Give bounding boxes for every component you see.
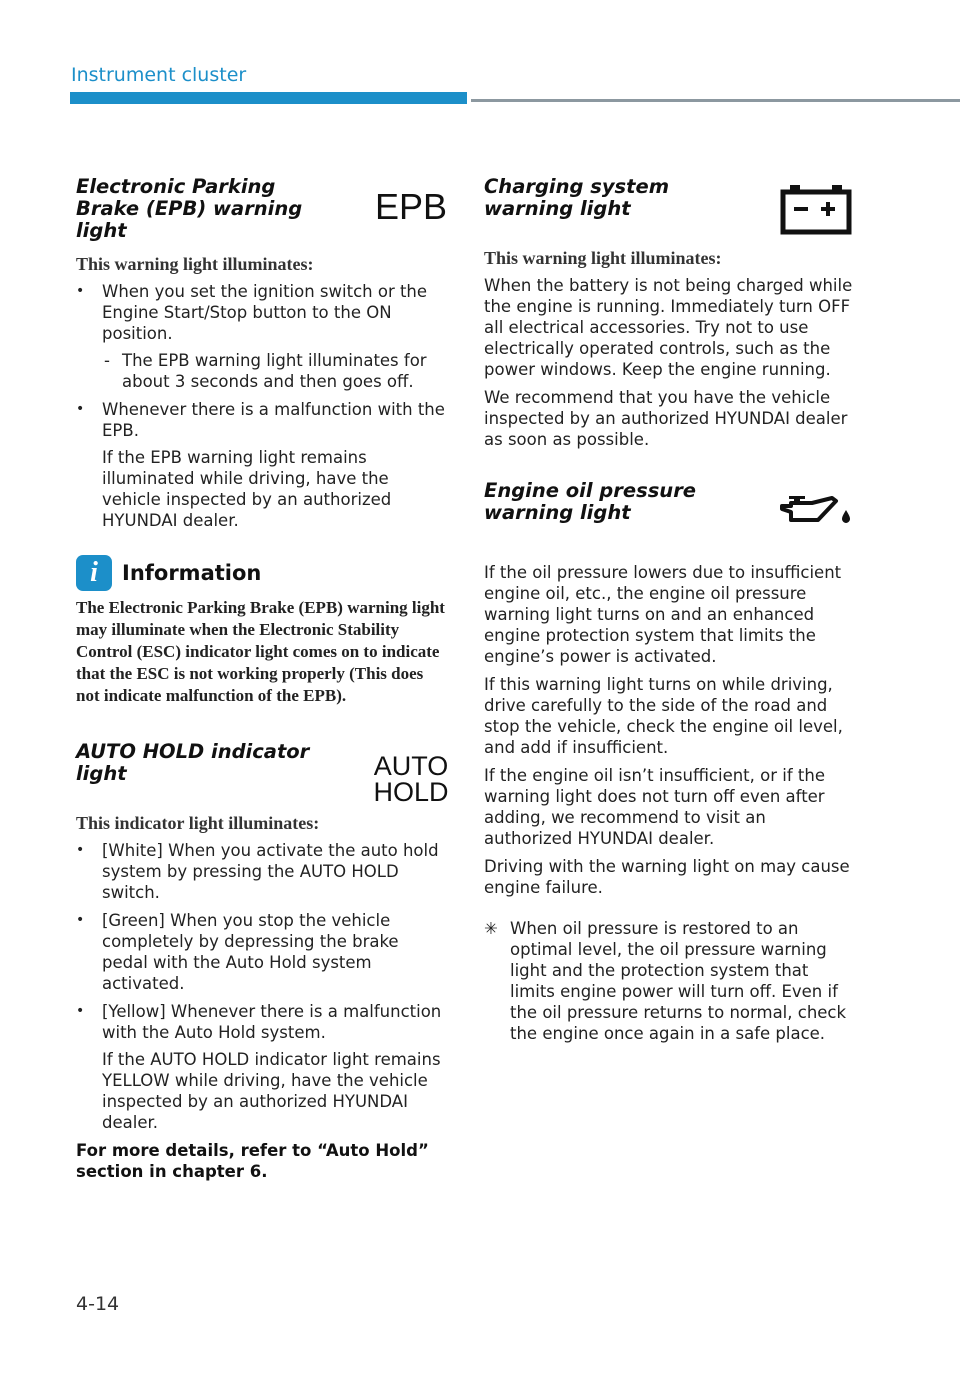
oil-paragraph-3: If the engine oil isn’t insufficient, or if the warning light does not turn off even after adding, we recommend to visit an authorized HYUNDAI dealer. bbox=[484, 766, 825, 848]
svg-text:EPB: EPB bbox=[374, 188, 448, 224]
svg-text:HOLD: HOLD bbox=[374, 777, 448, 803]
epb-warning-icon bbox=[374, 188, 448, 228]
battery-icon bbox=[780, 182, 854, 240]
information-title: Information bbox=[122, 561, 262, 585]
epb-section-heading bbox=[76, 176, 448, 242]
charging-section-heading bbox=[484, 176, 854, 236]
information-heading bbox=[76, 555, 448, 591]
epb-continuation: If the EPB warning light remains illuminated while driving, have the vehicle inspected by an authorized HYUNDAI dealer. bbox=[102, 448, 392, 530]
epb-bullet-list bbox=[76, 281, 448, 531]
autohold-lead: This indicator light illuminates: bbox=[76, 813, 320, 833]
epb-lead: This warning light illuminates: bbox=[76, 254, 314, 274]
oil-paragraph-4: Driving with the warning light on may cause engine failure. bbox=[484, 857, 850, 897]
header-rule bbox=[471, 99, 960, 102]
oil-title: Engine oil pressure warning light bbox=[484, 479, 697, 524]
list-item: • Whenever there is a malfunction with the EPB. If the EPB warning light remains illuminated while driving, have the vehicle inspected by an authorized HYUNDAI dealer. bbox=[76, 399, 448, 531]
charging-paragraph-1: When the battery is not being charged while the engine is running. Immediately turn OFF all electrical accessories. Try not to use electrically operated controls, such as the power windows. Keep the engine running. bbox=[484, 276, 853, 379]
left-column bbox=[76, 176, 448, 1182]
right-column bbox=[484, 176, 854, 1044]
section-header-title: Instrument cluster bbox=[71, 64, 247, 86]
list-item: • [Yellow] Whenever there is a malfunction with the Auto Hold system. If the AUTO HOLD indicator light remains YELLOW while driving, have the vehicle inspected by an authorized HYUNDAI dealer. bbox=[76, 1001, 448, 1133]
information-text: The Electronic Parking Brake (EPB) warning light may illuminate when the Electronic Stability Control (ESC) indicator light comes on to indicate that the ESC is not working properly (This does not indicate malfunction of the EPB). bbox=[76, 598, 445, 705]
list-item: • [White] When you activate the auto hold system by pressing the AUTO HOLD switch. bbox=[76, 840, 448, 903]
auto-hold-icon bbox=[374, 751, 448, 807]
autohold-section-heading bbox=[76, 741, 448, 801]
svg-text:AUTO: AUTO bbox=[374, 751, 448, 781]
header-accent-bar bbox=[70, 92, 467, 104]
info-icon: i bbox=[76, 555, 112, 591]
charging-title: Charging system warning light bbox=[484, 175, 670, 220]
asterisk-icon: ✳ bbox=[484, 919, 498, 938]
epb-sub-item: - The EPB warning light illuminates for about 3 seconds and then goes off. bbox=[102, 350, 448, 392]
autohold-continuation: If the AUTO HOLD indicator light remains YELLOW while driving, have the vehicle inspected by an authorized HYUNDAI dealer. bbox=[102, 1050, 441, 1132]
autohold-title: AUTO HOLD indicator light bbox=[76, 740, 310, 785]
list-item: • [Green] When you stop the vehicle completely by depressing the brake pedal with the Auto Hold system activated. bbox=[76, 910, 448, 994]
list-item: • When you set the ignition switch or the Engine Start/Stop button to the ON position. - The EPB warning light illuminates for about 3 seconds and then goes off. bbox=[76, 281, 448, 392]
oil-can-icon bbox=[780, 492, 854, 532]
oil-section-heading bbox=[484, 480, 854, 540]
charging-lead: This warning light illuminates: bbox=[484, 248, 722, 268]
oil-paragraph-2: If this warning light turns on while driving, drive carefully to the side of the road and stop the vehicle, check the engine oil level, and add if insufficient. bbox=[484, 675, 843, 757]
epb-title: Electronic Parking Brake (EPB) warning light bbox=[76, 175, 303, 242]
oil-star-note: ✳ When oil pressure is restored to an optimal level, the oil pressure warning light and the protection system that limits engine power will turn off. Even if the oil pressure returns to normal, check the engine once again in a safe place. bbox=[484, 919, 847, 1043]
oil-paragraph-1: If the oil pressure lowers due to insufficient engine oil, etc., the engine oil pressure warning light turns on and an enhanced engine protection system that limits the engine’s power is activated. bbox=[484, 563, 842, 666]
autohold-bullet-list bbox=[76, 840, 448, 1133]
page-number: 4-14 bbox=[76, 1293, 120, 1315]
autohold-reference-note: For more details, refer to “Auto Hold” section in chapter 6. bbox=[76, 1141, 429, 1181]
charging-paragraph-2: We recommend that you have the vehicle inspected by an authorized HYUNDAI dealer as soon as possible. bbox=[484, 388, 848, 449]
